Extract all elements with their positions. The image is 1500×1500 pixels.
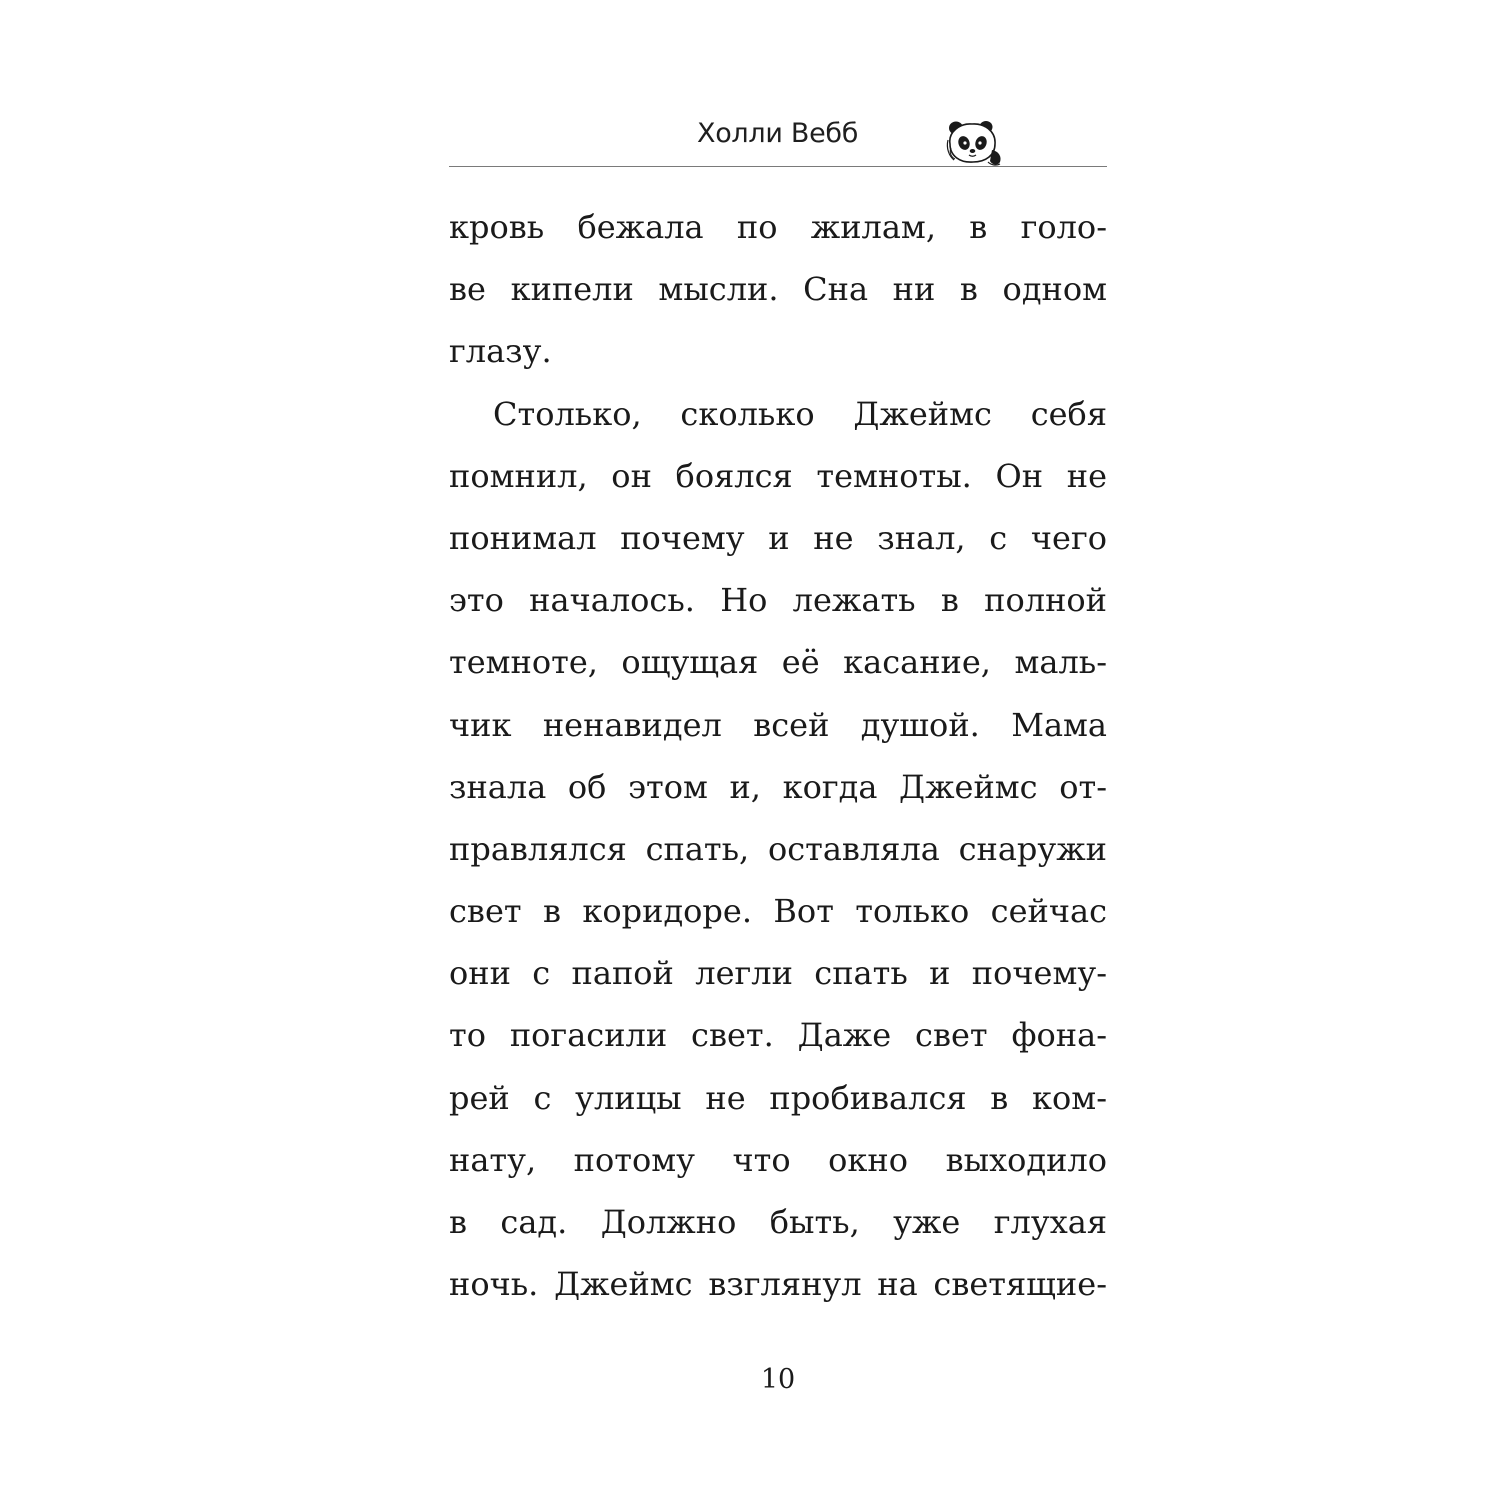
text-line: правлялся спать, оставляла снаружи [449,829,1107,868]
text-line: свет в коридоре. Вот только сейчас [449,892,1107,931]
text-line: чик ненавидел всей душой. Мама [449,705,1107,744]
text-line: нату, потому что окно выходило [449,1140,1107,1179]
text-line: рей с улицы не пробивался в ком- [449,1078,1107,1117]
text-line: понимал почему и не знал, с чего [449,518,1107,557]
running-head [449,110,1107,168]
panda-icon [942,118,1008,168]
text-line: Столько, сколько Джеймс себя [493,394,1107,433]
header-divider [449,166,1107,167]
running-head-author: Холли Вебб [697,118,859,149]
text-line: это началось. Но лежать в полной [449,581,1107,620]
text-line: то погасили свет. Даже свет фона- [449,1016,1107,1055]
text-line: кровь бежала по жилам, в голо- [449,208,1107,246]
text-line: знала об этом и, когда Джеймс от- [449,767,1107,806]
body-text [449,196,1107,1315]
text-line: глазу. [449,332,552,371]
text-line: помнил, он боялся темноты. Он не [449,456,1107,495]
text-line: они с папой легли спать и почему- [449,954,1107,993]
text-line: ве кипели мысли. Сна ни в одном [449,270,1107,309]
text-line: темноте, ощущая её касание, маль- [449,643,1107,682]
text-line: в сад. Должно быть, уже глухая [449,1203,1107,1241]
text-line: ночь. Джеймс взглянул на светящие- [449,1265,1107,1304]
page-number: 10 [760,1364,796,1395]
book-page [449,0,1107,1500]
